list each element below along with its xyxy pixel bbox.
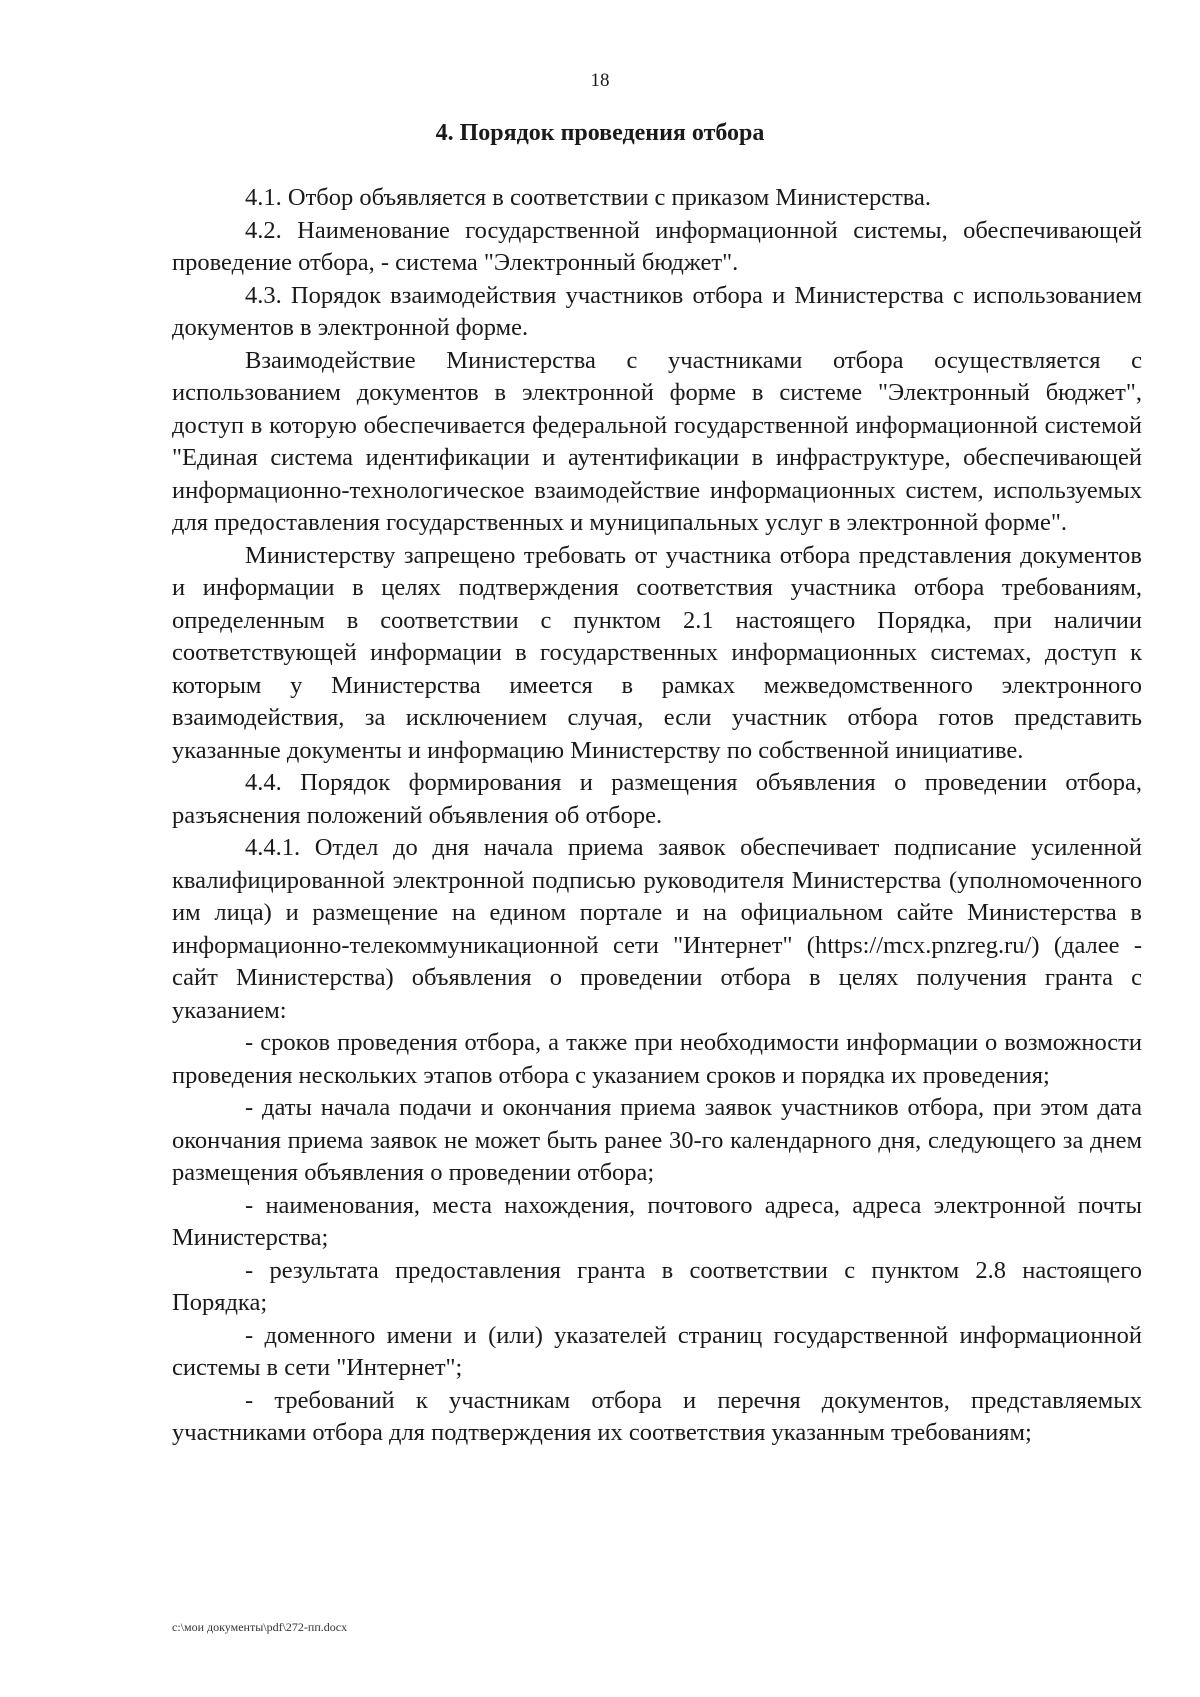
list-item-contacts: - наименования, места нахождения, почтового адреса, адреса электронной почты Министерства; — [172, 1191, 1142, 1251]
page-number: 18 — [590, 70, 610, 91]
paragraph-interaction: Взаимодействие Министерства с участниками отбора осуществляется с использованием документов в электронной форме в системе "Электронный бюджет", доступ в которую обеспечивается федеральной государственной информационной системой "Единая система идентификации и аутентификации в инфраструктуре, обеспечивающей информационно-технологическое взаимодействие информационных систем, используемых для предоставления государственных и муниципальных услуг в электронной форме". — [172, 346, 1142, 536]
list-item-domain: - доменного имени и (или) указателей страниц государственной информационной системы в сети "Интернет"; — [172, 1321, 1142, 1381]
paragraph-4-4-1: 4.4.1. Отдел до дня начала приема заявок обеспечивает подписание усиленной квалифицированной электронной подписью руководителя Министерства (уполномоченного им лица) и размещение на едином портале и на официальном сайте Министерства в информационно-телекоммуникационной сети "Интернет" (https://mcx.pnzreg.ru/) (далее - сайт Министерства) объявления о проведении отбора в целях получения гранта с указанием: — [172, 834, 1142, 1024]
list-item-result: - результата предоставления гранта в соответствии с пунктом 2.8 настоящего Порядка; — [172, 1256, 1142, 1316]
paragraph-4-3: 4.3. Порядок взаимодействия участников отбора и Министерства с использованием документов в электронной форме. — [172, 281, 1142, 341]
list-item-requirements: - требований к участникам отбора и перечня документов, представляемых участниками отбора для подтверждения их соответствия указанным требованиям; — [172, 1386, 1142, 1446]
paragraph-4-1: 4.1. Отбор объявляется в соответствии с приказом Министерства. — [245, 184, 932, 211]
paragraph-4-4: 4.4. Порядок формирования и размещения объявления о проведении отбора, разъяснения положений объявления об отборе. — [172, 769, 1142, 829]
body-text — [172, 182, 1142, 1450]
list-item-dates: - даты начала подачи и окончания приема заявок участников отбора, при этом дата окончания приема заявок не может быть ранее 30-го календарного дня, следующего за днем размещения объявления о проведении отбора; — [172, 1094, 1142, 1186]
paragraph-prohibition: Министерству запрещено требовать от участника отбора представления документов и информации в целях подтверждения соответствия участника отбора требованиям, определенным в соответствии с пунктом 2.1 настоящего Порядка, при наличии соответствующей информации в государственных информационных системах, доступ к которым у Министерства имеется в рамках межведомственного электронного взаимодействия, за исключением случая, если участник отбора готов представить указанные документы и информацию Министерству по собственной инициативе. — [172, 541, 1142, 764]
section-title: 4. Порядок проведения отбора — [435, 120, 765, 146]
footer-file-path: c:\мои документы\pdf\272-пп.docx — [172, 1620, 348, 1634]
paragraph-4-2: 4.2. Наименование государственной информационной системы, обеспечивающей проведение отбора, - система "Электронный бюджет". — [172, 216, 1142, 276]
list-item-deadlines: - сроков проведения отбора, а также при необходимости информации о возможности проведения нескольких этапов отбора с указанием сроков и порядка их проведения; — [172, 1029, 1142, 1089]
